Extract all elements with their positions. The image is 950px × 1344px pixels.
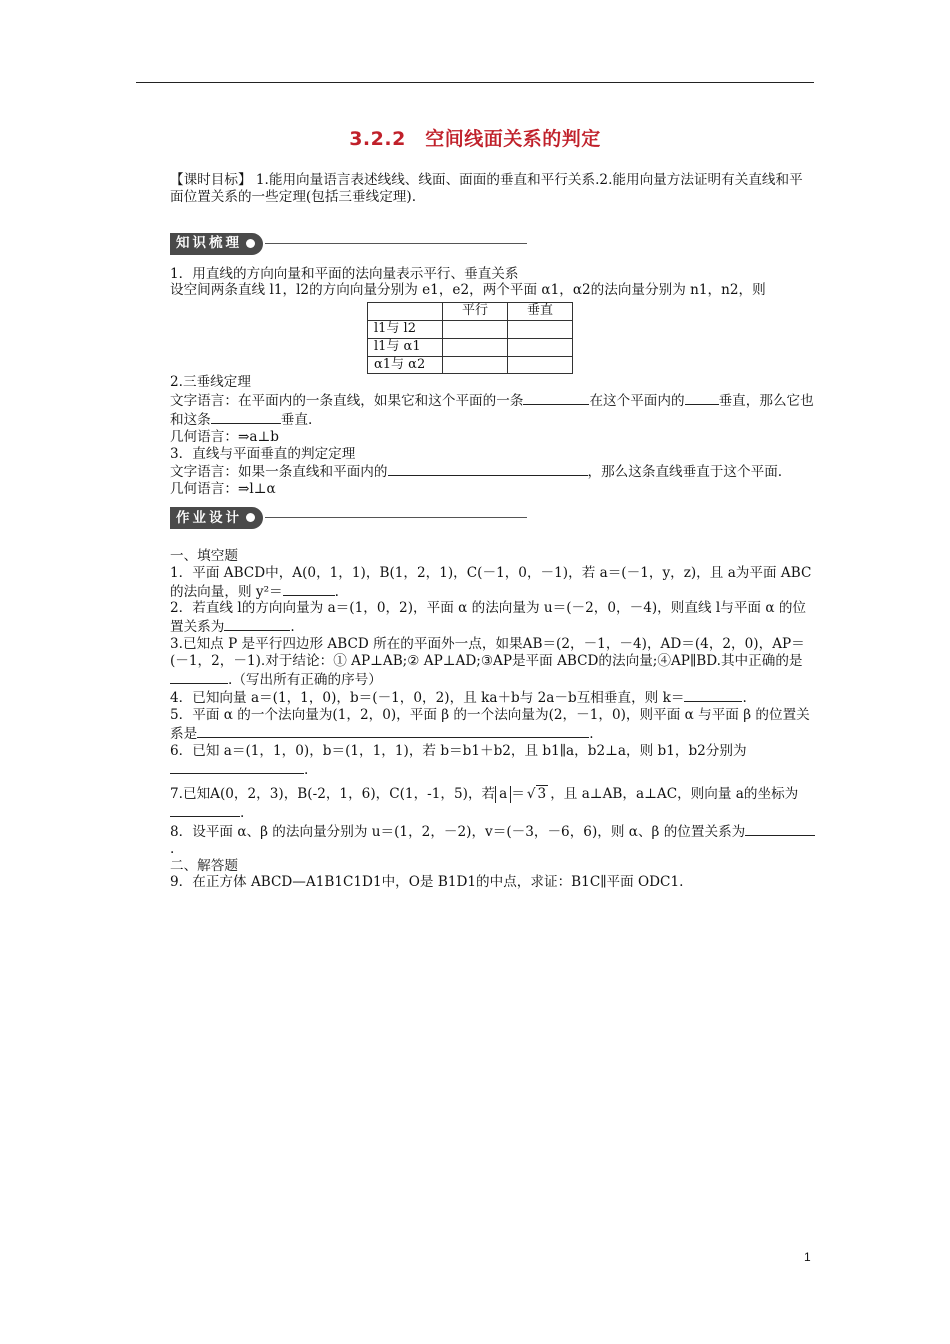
table-row (368, 320, 573, 338)
sqrt-expression (527, 786, 548, 803)
table-header-row (368, 303, 573, 321)
text-span: . (742, 690, 747, 707)
fill-blank[interactable] (170, 670, 228, 684)
bullet-icon (246, 513, 255, 522)
knowledge-1-text: 设空间两条直线 l1，l2的方向向量分别为 e1，e2，两个平面 α1，α2的法向量分别为 n1，n2，则 (170, 282, 766, 299)
text-span: 垂直，那么它也和这条 (170, 393, 814, 428)
text-span: . (170, 840, 175, 857)
knowledge-2-geometry: 几何语言：⇒a⊥b (170, 428, 279, 445)
fill-blank[interactable] (684, 688, 742, 702)
text-span: 4．已知向量 a＝(1，1，0)，b＝(－1，0，2)，且 ka＋b与 2a－b互相垂直，则 k＝ (170, 690, 685, 707)
section-rule (265, 243, 527, 244)
table-cell (508, 338, 573, 356)
fill-blank[interactable] (388, 462, 588, 476)
table-cell: l1与 α1 (368, 338, 443, 356)
radicand: 3 (537, 786, 547, 803)
text-span: ＝ (511, 786, 525, 803)
table-row (368, 356, 573, 374)
text-span: 7.已知A(0，2，3)，B(-2，1，6)，C(1，-1，5)，若 (170, 786, 496, 803)
knowledge-3-text (170, 462, 816, 481)
table-header-cell: 平行 (443, 303, 508, 321)
text-span: 6．已知 a＝(1，1，0)，b＝(1，1，1)，若 b＝b1＋b2，且 b1∥a，b2⊥a，则 b1，b2分别为 (170, 742, 747, 759)
knowledge-3-geometry: 几何语言：⇒l⊥α (170, 481, 276, 498)
knowledge-2-title: 2.三垂线定理 (170, 374, 251, 391)
text-span: ，那么这条直线垂直于这个平面. (587, 464, 783, 481)
section-pill (170, 507, 263, 529)
text-span: 文字语言：如果一条直线和平面内的 (170, 464, 388, 481)
table-cell (508, 356, 573, 374)
table-row (368, 338, 573, 356)
text-span: .（写出所有正确的序号） (228, 671, 382, 688)
fill-blank[interactable] (170, 803, 240, 817)
table-cell: α1与 α2 (368, 356, 443, 374)
text-span: 2．若直线 l的方向向量为 a＝(1，0，2)，平面 α 的法向量为 u＝(－2，0，－4)，则直线 l与平面 α 的位置关系为 (170, 600, 807, 636)
table-cell (443, 320, 508, 338)
text-span: 5．平面 α 的一个法向量为(1，2，0)，平面 β 的一个法向量为(2，－1，0)，则平面 α 与平面 β 的位置关系是 (170, 707, 810, 742)
question-1 (170, 565, 816, 601)
knowledge-2-text (170, 391, 816, 429)
question-7 (170, 786, 816, 822)
table-cell (443, 356, 508, 374)
question-3 (170, 636, 816, 688)
fill-blank[interactable] (170, 760, 246, 774)
table-cell (508, 320, 573, 338)
page-title: 3.2.2 空间线面关系的判定 (349, 128, 601, 150)
fill-blank[interactable] (211, 410, 281, 424)
relation-table (367, 302, 573, 374)
text-span: . (304, 761, 309, 778)
fill-blank[interactable] (283, 582, 335, 596)
text-span: 在这个平面内的 (589, 393, 685, 410)
question-2 (170, 600, 816, 636)
question-6 (170, 743, 816, 779)
section-header-homework (170, 506, 816, 530)
section-header-knowledge (170, 232, 816, 256)
section-rule (265, 517, 527, 518)
question-5 (170, 707, 816, 743)
sqrt-sign: √ (526, 786, 536, 803)
fill-blank[interactable] (224, 617, 290, 631)
knowledge-1-title: 1．用直线的方向向量和平面的法向量表示平行、垂直关系 (170, 265, 519, 282)
section-label: 知识梳理 (176, 235, 242, 252)
document-body (170, 172, 816, 891)
table-cell (443, 338, 508, 356)
bullet-icon (246, 239, 255, 248)
text-span: . (290, 619, 295, 636)
goals-text: 1.能用向量语言表述线线、线面、面面的垂直和平行关系.2.能用向量方法证明有关直线和平面位置关系的一些定理(包括三垂线定理). (170, 172, 803, 205)
question-8 (170, 822, 816, 858)
section-label: 作业设计 (176, 509, 242, 526)
text-span: . (334, 583, 339, 600)
lesson-goals (170, 172, 816, 206)
text-span: 文字语言：在平面内的一条直线，如果它和这个平面的一条 (170, 393, 524, 410)
text-span: . (589, 725, 594, 742)
text-span: 8．设平面 α、β 的法向量分别为 u＝(1，2，－2)，v＝(－3，－6，6)，则 α、β 的位置关系为 (170, 823, 746, 840)
text-span: ，且 a⊥AB，a⊥AC，则向量 a的坐标为 (550, 786, 799, 803)
fill-blank[interactable] (523, 391, 589, 405)
fill-blank[interactable] (745, 822, 815, 836)
table-cell: l1与 l2 (368, 320, 443, 338)
abs-value: a (495, 786, 511, 803)
fill-blank[interactable] (246, 760, 304, 774)
page-number: 1 (804, 1250, 811, 1264)
part-1-heading: 一、填空题 (170, 547, 238, 564)
question-4 (170, 688, 816, 707)
fill-blank[interactable] (197, 724, 589, 738)
goals-label: 【课时目标】 (170, 172, 252, 188)
header-rule (136, 82, 814, 83)
part-2-heading: 二、解答题 (170, 857, 238, 874)
text-span: 3.已知点 P 是平行四边形 ABCD 所在的平面外一点，如果AB＝(2，－1，－4)，AD＝(4，2，0)，AP＝(－1，2，－1).对于结论：① AP⊥AB;② AP⊥AD;③AP是平面 ABCD的法向量;④AP∥BD.其中正确的是 (170, 635, 805, 669)
fill-blank[interactable] (685, 391, 719, 405)
text-span: 垂直. (280, 411, 313, 428)
question-9: 9．在正方体 ABCD—A1B1C1D1中，O是 B1D1的中点，求证：B1C∥平面 ODC1. (170, 874, 684, 891)
section-pill (170, 233, 263, 255)
text-span: . (240, 805, 245, 822)
knowledge-3-title: 3．直线与平面垂直的判定定理 (170, 445, 356, 462)
table-header-cell: 垂直 (508, 303, 573, 321)
text-span: 1．平面 ABCD中，A(0，1，1)，B(1，2，1)，C(－1，0，－1)，若 a＝(－1，y，z)，且 a为平面 ABC的法向量，则 y²＝ (170, 564, 812, 600)
table-header-cell (368, 303, 443, 321)
